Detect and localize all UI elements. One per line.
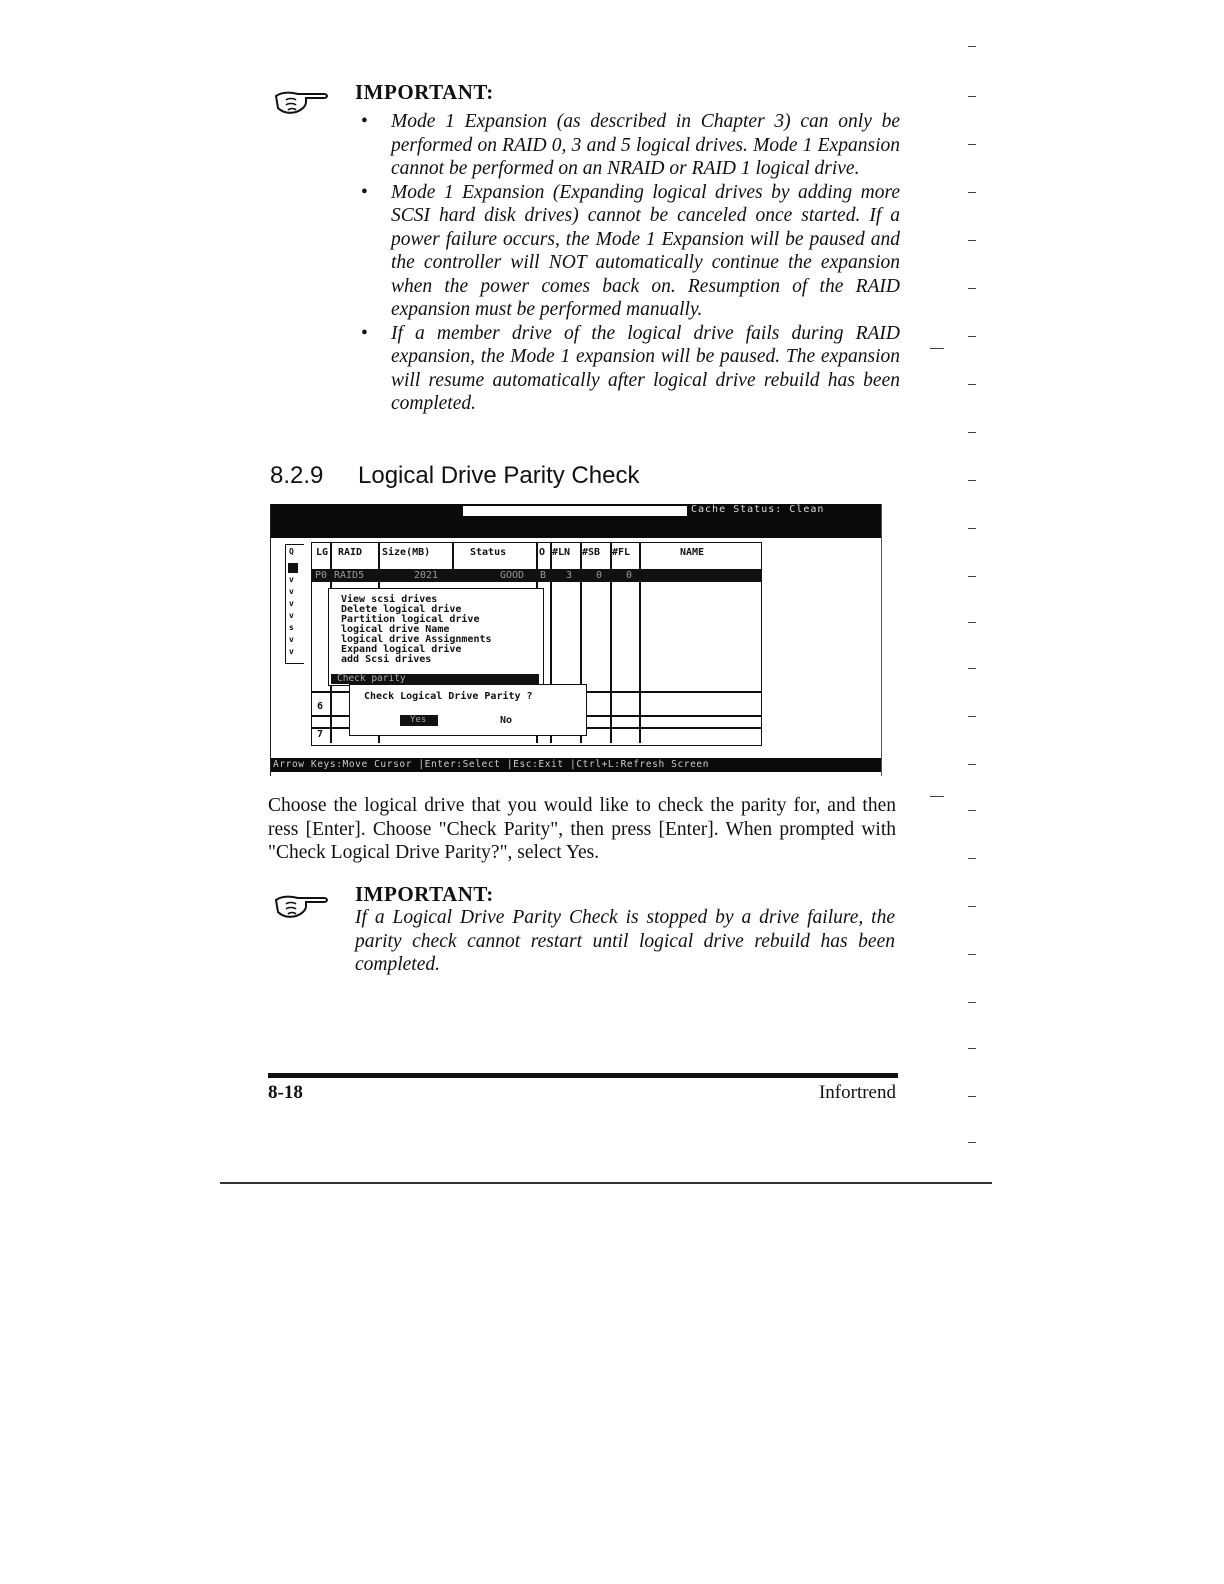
menu-item-add-scsi-drives[interactable]: add Scsi drives [341, 654, 432, 665]
terminal-screenshot [270, 504, 882, 776]
logical-drive-menu [328, 588, 544, 686]
check-parity-dialog [349, 684, 587, 736]
footer-rule [268, 1073, 898, 1078]
body-paragraph: Choose the logical drive that you would like to check the parity for, and then ress [Enter]. Choose "Check Parity", then press [Enter]. When prompted with "Check Logical Drive Parity?", select Yes. [268, 795, 896, 863]
table-header: RAID [338, 547, 363, 558]
cache-status: Cache Status: Clean [691, 504, 825, 515]
important-bullet-list [355, 110, 900, 416]
title-field [463, 506, 687, 516]
section-title: Logical Drive Parity Check [358, 462, 640, 489]
row-number: 7 [317, 729, 324, 740]
table-header: Status [470, 547, 507, 558]
table-header: NAME [680, 547, 705, 558]
left-status-column: Q v v v v s v v [285, 544, 304, 664]
menu-item-logical-drive-assignments[interactable]: logical drive Assignments [341, 634, 492, 645]
important-title: IMPORTANT: [355, 882, 494, 906]
menu-item-check-parity[interactable]: Check parity [331, 674, 539, 684]
key-hints: Arrow Keys:Move Cursor |Enter:Select |Esc:Exit |Ctrl+L:Refresh Screen [273, 759, 710, 770]
table-header: LG [316, 547, 329, 558]
table-header: O [539, 547, 546, 558]
footer-brand: Infortrend [818, 1082, 896, 1103]
dialog-question: Check Logical Drive Parity ? [364, 691, 533, 702]
page-number: 8-18 [268, 1082, 303, 1103]
important-note: If a Logical Drive Parity Check is stopped by a drive failure, the parity check cannot restart until logical drive rebuild has been completed. [355, 907, 895, 975]
yes-button[interactable]: Yes [400, 715, 438, 726]
table-row-selected[interactable]: P0 RAID5 2021 GOOD B 3 0 0 [312, 570, 761, 582]
important-title: IMPORTANT: [355, 80, 494, 104]
menu-item-partition-logical-drive[interactable]: Partition logical drive [341, 614, 480, 625]
scan-edge-line [220, 1182, 992, 1184]
left-column-marker [288, 563, 298, 573]
section-number: 8.2.9 [270, 462, 324, 489]
pointing-hand-icon [272, 888, 330, 924]
no-button[interactable]: No [500, 715, 513, 726]
list-item: • If a member drive of the logical drive fails during RAID expansion, the Mode 1 expansion will be paused. The expansion will resume automatically after logical drive rebuild has been completed. [361, 322, 900, 414]
terminal-title-bar [271, 504, 881, 538]
pointing-hand-icon [272, 84, 330, 120]
terminal-status-bar [271, 758, 881, 772]
menu-item-logical-drive-name[interactable]: logical drive Name [341, 624, 450, 635]
list-item: • Mode 1 Expansion (Expanding logical drives by adding more SCSI hard disk drives) cannot be canceled once started. If a power failure occurs, the Mode 1 Expansion will be paused and the controller will NOT automatically continue the expansion when the power comes back on. Resumption of the RAID expansion must be performed manually. [361, 181, 900, 320]
row-number: 6 [317, 701, 324, 712]
table-header: #FL [612, 547, 631, 558]
menu-item-expand-logical-drive[interactable]: Expand logical drive [341, 644, 462, 655]
table-header: #LN [552, 547, 571, 558]
list-item: • Mode 1 Expansion (as described in Chapter 3) can only be performed on RAID 0, 3 and 5 logical drives. Mode 1 Expansion cannot be performed on an NRAID or RAID 1 logical drive. [361, 111, 900, 179]
menu-item-delete-logical-drive[interactable]: Delete logical drive [341, 604, 462, 615]
table-header: Size(MB) [382, 547, 431, 558]
menu-item-view-scsi-drives[interactable]: View scsi drives [341, 594, 438, 605]
table-header: #SB [582, 547, 601, 558]
